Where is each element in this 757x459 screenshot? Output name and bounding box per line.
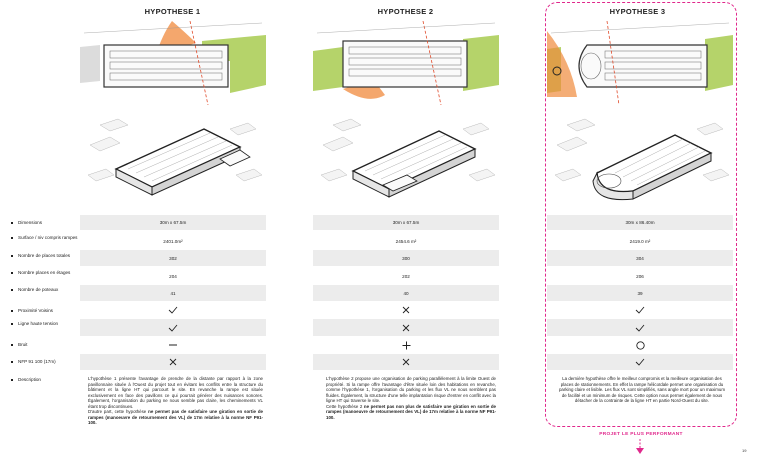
row-label-power-line: Ligne haute tension: [18, 321, 80, 326]
cross-icon: [402, 306, 410, 314]
total-spaces-h1: 302: [80, 250, 266, 266]
hypothesis-2-axonometric-view: [313, 115, 499, 205]
check-icon: [635, 358, 645, 366]
power-line-h2: [313, 319, 499, 336]
floor-spaces-h3: 206: [636, 273, 644, 279]
surface-h2: 2454.6 m²: [395, 238, 417, 244]
floor-spaces-h2: 202: [402, 273, 410, 279]
row-label-neighbours: Proximité Voisins: [18, 308, 80, 313]
noise-h1: [80, 337, 266, 353]
row-label-total-spaces: Nombre de places totales: [18, 253, 80, 258]
surface-h3: 2419.0 m²: [629, 238, 651, 244]
nfp-h2: [313, 354, 499, 370]
check-icon: [635, 324, 645, 332]
row-label-noise: Bruit: [18, 342, 80, 347]
neighbours-h2: [313, 302, 499, 318]
hypothesis-1-site-plan: [80, 21, 266, 105]
neighbours-h1: [80, 302, 266, 318]
dimensions-h2: 30m x 67.5m: [313, 215, 499, 230]
check-icon: [168, 306, 178, 314]
hypothesis-2-site-plan: [313, 21, 499, 105]
hypothesis-3-title: HYPOTHESE 3: [609, 7, 666, 16]
check-icon: [635, 306, 645, 314]
hypothesis-1-description: L'hypothèse 1 présente l'avantage de prendre de la distante par rapport à la zone pavillonnaire située à l'Ouest du projet tout en évitant les conflits entre la structure du bâtiment et la ligne HT qui parcourt le site. En revanche la rampe est située exclusivement en face des pavillons ce qui pourrait générer des nuisances sonores. Également, l'organisation du parking ne nous semble pas claire, les cheminements VL étant trop discontinues. D'autre part, cette hypothèse ne permet pas de satisfaire une giration en sortie de rampes (manoeuvre de retournement des VL) de 17m relative à la norme NF P91-100.: [88, 376, 263, 425]
dimensions-h3: 30m x 86.40m: [547, 215, 733, 230]
best-project-badge: PROJET LE PLUS PERFORMANT: [599, 432, 683, 437]
hypothesis-3-description: La dernière hypothèse offre le meilleur compromis et la meilleure organisation des places de stationnements. En effet la rampe hélicoïdale permet une organisation du parking claire et lisible. Les flux VL sont simplifiés, sans angle mort pour un maximum de facilité et un minimum de risques. Cette option nous permet également de nous détacher de la contrainte de la ligne HT en partie Nord-Ouest du site.: [558, 376, 726, 403]
page-number: 19: [742, 448, 747, 453]
power-line-h3: [547, 319, 733, 336]
columns-h3: 39: [547, 285, 733, 301]
cross-icon: [169, 358, 177, 366]
row-label-columns: Nombre de poteaux: [18, 287, 80, 292]
nfp-h1: [80, 354, 266, 370]
dimensions-h1: 30m x 67.5m: [80, 215, 266, 230]
nfp-h3: [547, 354, 733, 370]
hypothesis-1-title: HYPOTHESE 1: [144, 7, 201, 16]
total-spaces-h2: 300: [313, 250, 499, 266]
noise-h2: [313, 337, 499, 353]
total-spaces-h3: 304: [547, 250, 733, 266]
floor-spaces-h1: 204: [169, 273, 177, 279]
arrow-down-icon: [635, 439, 645, 455]
noise-h3: [547, 337, 733, 353]
cross-icon: [402, 358, 410, 366]
row-label-floor-spaces: Nombre places en étages: [18, 270, 80, 275]
minus-icon: [168, 343, 178, 347]
plus-icon: [402, 341, 411, 350]
hypothesis-2-description: L'hypothèse 2 propose une organisation de parking parallèlement à la limite Ouest de propriété. Si la rampe offre l'avantage d'être située loin des habitations en revanche, comme l'hypothèse 1, l'organisation du parking et les flux VL ne nous semblent pas fluides. Également, la structure d'une telle implantation risque d'entrer en conflit avec la ligne HT qui traverse le site. Cette hypothèse 2 ne permet pas non plus de satisfaire une giration en sortie de rampes (manoeuvre de retournement des VL) de 17m relative à la norme NF P91-100.: [326, 376, 496, 420]
columns-h2: 40: [313, 285, 499, 301]
row-label-surface: Surface / niv compris rampes: [18, 235, 80, 240]
row-label-dimensions: Dimensions: [18, 220, 80, 225]
cross-icon: [402, 324, 410, 332]
surface-h1: 2401.0m²: [163, 238, 183, 244]
hypothesis-3-site-plan: [547, 21, 733, 105]
hypothesis-3-axonometric-view: [547, 115, 733, 205]
row-label-description: Description: [18, 377, 80, 382]
columns-h1: 41: [80, 285, 266, 301]
check-icon: [168, 324, 178, 332]
hypothesis-2-title: HYPOTHESE 2: [377, 7, 434, 16]
circle-icon: [636, 341, 645, 350]
hypothesis-1-axonometric-view: [80, 115, 266, 205]
row-label-nfp: NFP 91 100 (17m): [18, 359, 80, 364]
power-line-h1: [80, 319, 266, 336]
neighbours-h3: [547, 302, 733, 318]
